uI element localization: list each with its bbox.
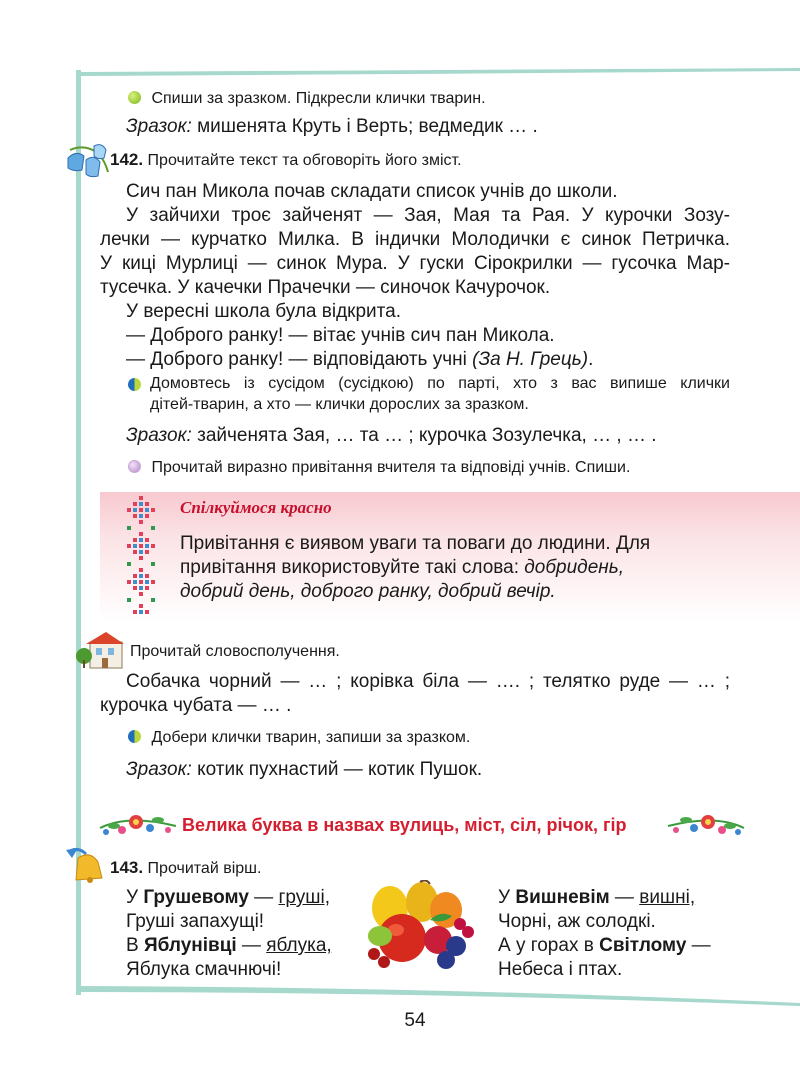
section-heading: Велика буква в назвах вулиць, міст, сіл, річок, гір (182, 815, 627, 835)
task-instruction: дітей-тварин, а хто — клички дорослих за зразком. (150, 396, 529, 413)
task-142-header: 142. Прочитайте текст та обговоріть його зміст. (110, 150, 462, 169)
text-line: У вересні школа була відкрита. (126, 301, 401, 322)
text-line: Собачка чорний — … ; корівка біла — …. ; телятко руде — … ; (126, 671, 730, 692)
bluebell-icon (64, 142, 112, 184)
poem-line: В Яблунівці — яблука, (126, 935, 332, 956)
text-line: У киці Мурлиці — синок Мура. У гуски Сірокрилки — гусочка Мар- (100, 253, 730, 274)
rule-text: добрий день, доброго ранку, добрий вечір. (180, 581, 556, 602)
poem-line: Груші запахущі! (126, 911, 265, 932)
example-line: Зразок: мишенята Круть і Верть; ведмедик … . (126, 116, 538, 137)
flower-ornament-right-icon (666, 808, 746, 840)
text-line: курочка чубата — … . (100, 695, 292, 716)
poem-line: Небеса і птах. (498, 959, 623, 980)
rule-text: привітання використовуйте такі слова: добридень, (180, 557, 624, 578)
embroidery-ornament-icon (122, 494, 160, 622)
frame-bottom-border (76, 986, 800, 1006)
text-line: Сич пан Микола почав складати список учнів до школи. (126, 181, 618, 202)
blue-bullet-icon (128, 730, 141, 743)
green-bullet-icon (128, 91, 141, 104)
bell-icon (64, 846, 110, 886)
flower-ornament-left-icon (98, 808, 178, 840)
poem-line: А у горах в Світлому — (498, 935, 711, 956)
rule-text: Привітання є виявом уваги та поваги до людини. Для (180, 533, 651, 554)
text-line: У зайчихи троє зайченят — Зая, Мая та Рая. У курочки Зозу- (126, 205, 730, 226)
example-line: Зразок: котик пухнастий — котик Пушок. (126, 759, 483, 780)
task-instruction: Спиши за зразком. Підкресли клички тварин. (128, 89, 486, 109)
text-line: лечки — курчатко Милка. В індички Молодички є синок Петричка. (100, 229, 730, 250)
example-line: Зразок: зайченята Зая, … та … ; курочка Зозулечка, … , … . (126, 425, 657, 446)
text-line: — Доброго ранку! — відповідають учні (За Н. Грець). (126, 349, 594, 370)
blue-bullet-icon (128, 378, 141, 391)
task-instruction: Домовтесь із сусідом (сусідкою) по парті, хто з вас випише клички (150, 375, 730, 392)
violet-bullet-icon (128, 460, 141, 473)
task-instruction: Добери клички тварин, запиши за зразком. (128, 728, 470, 748)
page-number: 54 (404, 1010, 426, 1031)
text-line: — Доброго ранку! — вітає учнів сич пан Микола. (126, 325, 555, 346)
poem-line: У Вишневім — вишні, (498, 887, 696, 908)
task-instruction: Прочитай виразно привітання вчителя та відповіді учнів. Спиши. (128, 458, 630, 478)
poem-line: У Грушевому — груші, (126, 887, 330, 908)
fruit-basket-image (360, 880, 478, 976)
poem-line: Чорні, аж солодкі. (498, 911, 656, 932)
frame-top-border (78, 68, 800, 76)
house-icon (76, 630, 124, 670)
source-citation: (За Н. Грець) (472, 349, 589, 370)
poem-line: Яблука смачнючі! (126, 959, 282, 980)
rule-box-title: Спілкуймося красно (180, 498, 332, 517)
text-line: тусечка. У качечки Прачечки — синочок Качурочок. (100, 277, 551, 298)
task-143-header: 143. Прочитай вірш. (110, 858, 262, 877)
homework-title: Прочитай словосполучення. (130, 643, 340, 660)
